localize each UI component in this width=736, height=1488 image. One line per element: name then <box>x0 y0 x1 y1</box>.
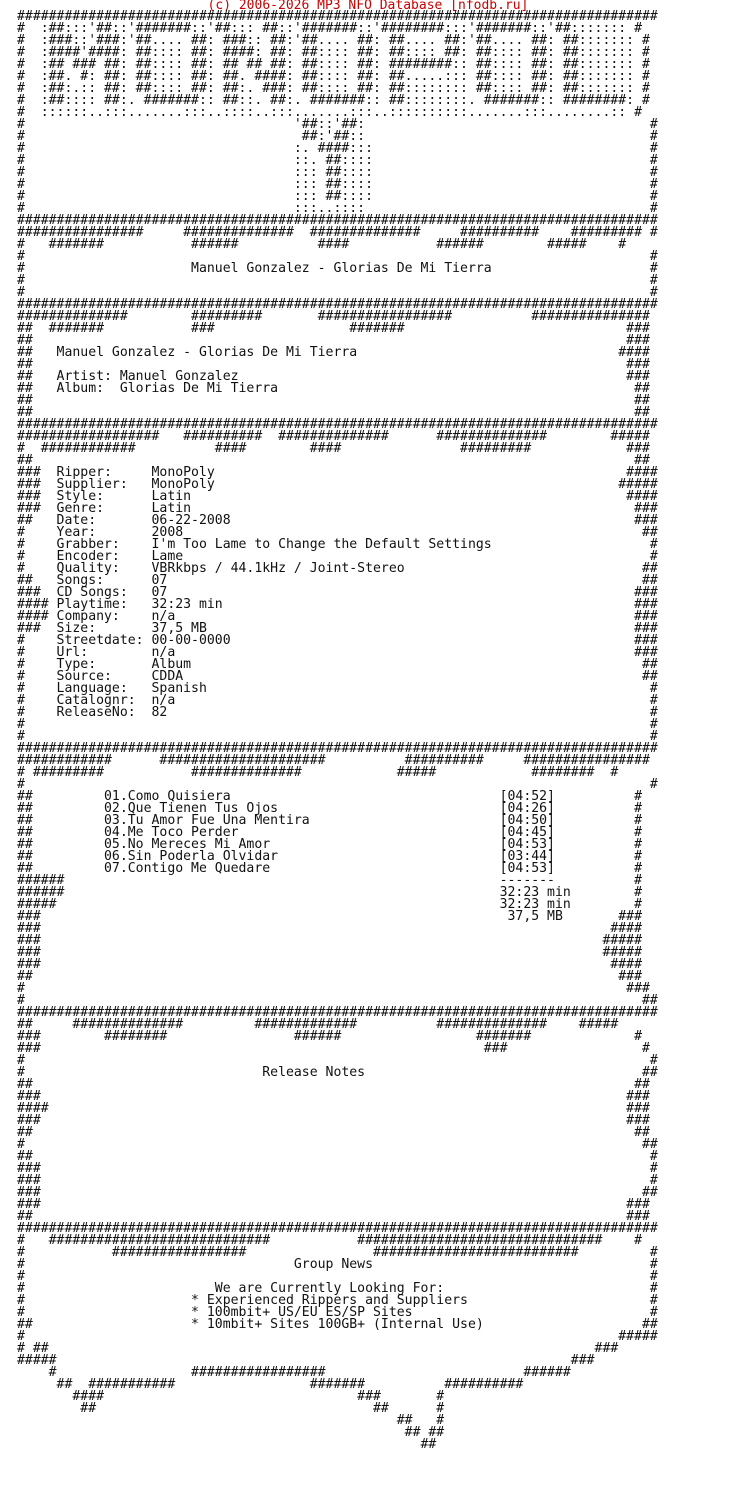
nfo-line: ## * 10mbit+ Sites 100GB+ (Internal Use) ## <box>17 1317 658 1332</box>
nfo-line: ################################################################################# <box>17 9 658 24</box>
nfo-line: # ::. ##:::: # <box>17 153 658 168</box>
nfo-line: # We are Currently Looking For: # <box>17 1281 658 1296</box>
nfo-line: # # <box>17 249 658 264</box>
nfo-line: ### CD Songs: 07 ### <box>17 585 658 600</box>
nfo-line: ## 03.Tu Amor Fue Una Mentira [04:50] # <box>17 813 642 828</box>
nfo-line: # Language: Spanish # <box>17 681 658 696</box>
nfo-line: # :. ####::: # <box>17 141 658 156</box>
nfo-line: ### #### <box>17 921 642 936</box>
nfo-line: ## ############## ############# ############## ##### <box>17 1017 619 1032</box>
nfo-line: # ::: ##:::: # <box>17 177 658 192</box>
nfo-line: # * 100mbit+ US/EU ES/SP Sites # <box>17 1305 658 1320</box>
nfo-line: #### ### <box>17 1101 650 1116</box>
nfo-line: # # <box>17 285 658 300</box>
nfo-text-block <box>17 11 658 1451</box>
nfo-line: #### ### # <box>17 1389 445 1404</box>
nfo-line: ### Size: 37,5 MB ### <box>17 621 658 636</box>
nfo-line: ###### 32:23 min # <box>17 885 642 900</box>
nfo-line: # :::..:::: # <box>17 201 658 216</box>
nfo-line: # Year: 2008 ## <box>17 525 658 540</box>
nfo-line: ################################################################################# <box>17 1005 658 1020</box>
nfo-line: ## ## <box>17 453 650 468</box>
nfo-line: ## # <box>17 1413 445 1428</box>
nfo-line: # ReleaseNo: 82 # <box>17 705 658 720</box>
nfo-line: ## ## <box>17 1125 650 1140</box>
nfo-line: ### Style: Latin #### <box>17 489 658 504</box>
nfo-line: # :####'####: ##:::: ##: ####: ##: ##:::: ##: ##:::: ##: ##:::: ##: ##::::::: # <box>17 45 650 60</box>
nfo-line: ## ### <box>17 969 642 984</box>
nfo-line: # ############################ ############################### # <box>17 1233 642 1248</box>
nfo-line: ## ## # <box>17 1401 445 1416</box>
nfo-line: ## ## <box>17 393 650 408</box>
nfo-line: # # <box>17 777 658 792</box>
nfo-line: ### Supplier: MonoPoly ##### <box>17 477 658 492</box>
nfo-line: ### #### <box>17 957 642 972</box>
nfo-line: ## # <box>17 1149 658 1164</box>
nfo-line: ## 02.Que Tienen Tus Ojos [04:26] # <box>17 801 642 816</box>
nfo-line: # :##:::'##::'#######::'##::: ##::'#######::'########:::'#######::'##::::::: # <box>17 21 642 36</box>
nfo-line: ### # <box>17 1173 658 1188</box>
nfo-line: ## Artist: Manuel Gonzalez ### <box>17 369 650 384</box>
nfo-line: # Type: Album ## <box>17 657 658 672</box>
nfo-line: # Source: CDDA ## <box>17 669 658 684</box>
nfo-line: ###### ------- # <box>17 873 642 888</box>
nfo-line: # ## <box>17 993 658 1008</box>
nfo-line: # Group News # <box>17 1257 658 1272</box>
nfo-line: ## ####### ### ####### ### <box>17 321 650 336</box>
nfo-line: ## ### <box>17 333 650 348</box>
nfo-line: # Quality: VBRkbps / 44.1kHz / Joint-Stereo ## <box>17 561 658 576</box>
nfo-line: ################################################################################# <box>17 213 658 228</box>
nfo-line: ##### 32:23 min # <box>17 897 642 912</box>
nfo-line: ## 01.Como Quisiera [04:52] # <box>17 789 642 804</box>
nfo-line: ## ## <box>17 405 650 420</box>
nfo-line: # ################# ########################## # <box>17 1245 658 1260</box>
nfo-line: ## Date: 06-22-2008 ### <box>17 513 658 528</box>
nfo-line: ## <box>17 1437 437 1452</box>
nfo-line: ### ### <box>17 1089 650 1104</box>
nfo-line: # # <box>17 1269 658 1284</box>
nfo-line: # ################# ###### <box>17 1365 571 1380</box>
nfo-line: ############## ######### ################# ############### <box>17 309 650 324</box>
nfo-line: ################ ############## ############## ########## ######### # <box>17 225 658 240</box>
nfo-line: ### Genre: Latin ### <box>17 501 658 516</box>
nfo-line: # :##:.:: ##: ##:::: ##: ##:. ###: ##:::: ##: ##:::::::: ##:::: ##: ##::::::: # <box>17 81 650 96</box>
nfo-line: # ##### <box>17 1329 658 1344</box>
nfo-line: ################################################################################# <box>17 741 658 756</box>
nfo-line: ##### ### <box>17 1353 595 1368</box>
nfo-line: ## ### <box>17 1209 650 1224</box>
nfo-line: # ### <box>17 981 650 996</box>
nfo-line: ################################################################################# <box>17 1221 658 1236</box>
nfo-line: ### # <box>17 1161 658 1176</box>
nfo-line: # ############ #### #### ######### ### <box>17 441 650 456</box>
nfo-line: ## 05.No Mereces Mi Amor [04:53] # <box>17 837 642 852</box>
nfo-line: # Url: n/a ### <box>17 645 658 660</box>
nfo-line: ## ## <box>17 1077 650 1092</box>
nfo-line: ### Ripper: MonoPoly #### <box>17 465 658 480</box>
nfo-line: # ####### ###### #### ###### ##### # <box>17 237 627 252</box>
nfo-line: ### ### # <box>17 1041 650 1056</box>
nfo-line: #### Playtime: 32:23 min ### <box>17 597 658 612</box>
nfo-line: # ::: ##:::: # <box>17 165 658 180</box>
nfo-line: # # <box>17 1053 658 1068</box>
nfo-line: ### ######## ###### ####### # <box>17 1029 642 1044</box>
nfo-line: # '##::'##: # <box>17 117 658 132</box>
nfo-line: ### 37,5 MB ### <box>17 909 642 924</box>
nfo-line: # # <box>17 729 658 744</box>
nfo-line: # # <box>17 717 658 732</box>
nfo-line: # Encoder: Lame # <box>17 549 658 564</box>
nfo-line: ############ ##################### ########## ################ <box>17 753 650 768</box>
nfo-line: # * Experienced Rippers and Suppliers # <box>17 1293 658 1308</box>
nfo-line: # ::::::..:::.......:::..::::..:::.......:::..::::::::::.......:::........:: # <box>17 105 642 120</box>
nfo-line: # # <box>17 273 658 288</box>
nfo-line: # Release Notes ## <box>17 1065 658 1080</box>
nfo-line: ## 04.Me Toco Perder [04:45] # <box>17 825 642 840</box>
nfo-line: # ::: ##:::: # <box>17 189 658 204</box>
nfo-line: ### ##### <box>17 933 642 948</box>
nfo-line: ## 07.Contigo Me Quedare [04:53] # <box>17 861 642 876</box>
nfo-line: ## 06.Sin Poderla Olvidar [03:44] # <box>17 849 642 864</box>
nfo-line: # ######### ############## ##### ######## # <box>17 765 619 780</box>
nfo-line: ## ### <box>17 357 650 372</box>
nfo-line: ## ## <box>17 1425 445 1440</box>
nfo-line: ################################################################################# <box>17 417 658 432</box>
nfo-line: # Grabber: I'm Too Lame to Change the Default Settings # <box>17 537 658 552</box>
nfo-line: # Streetdate: 00-00-0000 ### <box>17 633 658 648</box>
nfo-line: ### ## <box>17 1185 658 1200</box>
nfo-line: ################################################################################# <box>17 297 658 312</box>
nfo-line: # :##. #: ##: ##:::: ##: ##. ####: ##:::: ##: ##.....::: ##:::: ##: ##::::::: # <box>17 69 650 84</box>
nfo-line: ## ########### ####### ########## <box>17 1377 524 1392</box>
nfo-line: # :##:::: ##:. #######:: ##::. ##:. #######:: ##::::::::. #######:: ########: # <box>17 93 650 108</box>
nfo-line: ### ### <box>17 1113 650 1128</box>
nfo-line: # :###::'###:'##.... ##: ###:: ##:'##.... ##: ##.... ##:'##.... ##: ##::::::: # <box>17 33 650 48</box>
nfo-line: ### ### <box>17 1197 650 1212</box>
nfo-line: # ## <box>17 1137 658 1152</box>
nfo-line: ## Manuel Gonzalez - Glorias De Mi Tierra #### <box>17 345 650 360</box>
nfo-line: # ##:'##:: # <box>17 129 658 144</box>
nfo-line: ## Songs: 07 ## <box>17 573 658 588</box>
copyright-link[interactable]: (c) 2006-2026 MP3 NFO Database [nfodb.ru] <box>207 0 529 13</box>
nfo-line: # Catalognr: n/a # <box>17 693 658 708</box>
nfo-line: #### Company: n/a ### <box>17 609 658 624</box>
nfo-line: # ## ### <box>17 1341 619 1356</box>
nfo-line: ################## ########## ############## ############## ##### <box>17 429 650 444</box>
nfo-line: # :## ### ##: ##:::: ##: ## ## ##: ##:::: ##: ########:: ##:::: ##: ##::::::: # <box>17 57 650 72</box>
nfo-line: ## Album: Glorias De Mi Tierra ## <box>17 381 650 396</box>
nfo-line: # Manuel Gonzalez - Glorias De Mi Tierra # <box>17 261 658 276</box>
nfo-line: ### ##### <box>17 945 642 960</box>
